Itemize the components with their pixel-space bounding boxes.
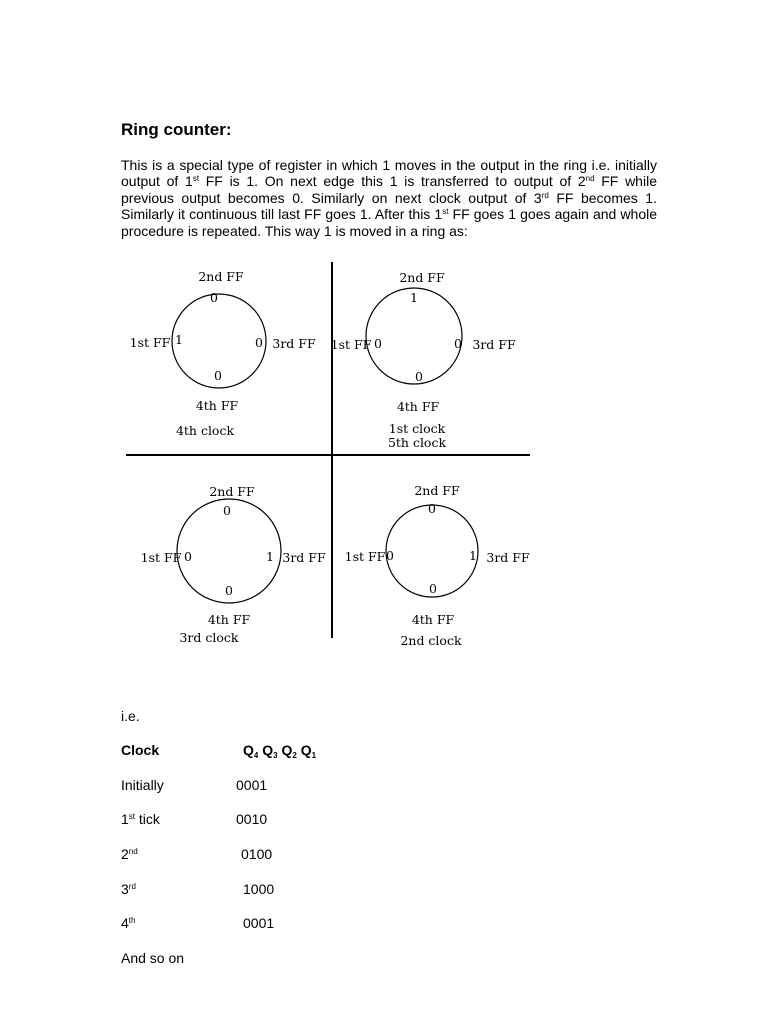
right-ff-value: 1	[469, 548, 477, 563]
top-ff-label: 2nd FF	[198, 269, 244, 284]
ie-label: i.e.	[121, 708, 140, 724]
table-row-value: 0001	[236, 777, 268, 793]
panel-2nd-clock	[345, 483, 530, 648]
panel-1st-clock	[331, 270, 516, 450]
top-ff-value: 0	[428, 501, 436, 516]
left-ff-value: 0	[386, 548, 394, 563]
table-row-value: 0001	[243, 915, 275, 931]
bottom-ff-label: 4th FF	[396, 399, 440, 414]
bottom-ff-label: 4th FF	[411, 612, 455, 627]
section-heading: Ring counter:	[121, 120, 232, 139]
bottom-ff-value: 0	[214, 368, 222, 383]
table-row-clock: 4th	[121, 915, 136, 931]
right-ff-label: 3rd FF	[472, 337, 516, 352]
right-ff-value: 1	[266, 549, 274, 564]
table-row-clock: 3rd	[121, 881, 136, 897]
left-ff-value: 0	[374, 336, 382, 351]
clock-caption: 3rd clock	[179, 630, 239, 645]
table-row-value: 0010	[236, 811, 268, 827]
left-ff-value: 1	[175, 332, 183, 347]
right-ff-value: 0	[454, 336, 462, 351]
top-ff-value: 1	[410, 290, 418, 305]
description-paragraph: This is a special type of register in which 1 moves in the output in the ring i.e. initially output of 1st FF is 1. On next edge this 1 is transferred to output of 2nd FF while previous output becomes 0. Similarly on next clock output of 3rd FF becomes 1. Similarly it continuous till last FF goes 1. After this 1st FF goes 1 goes again and whole procedure is repeated. This way 1 is moved in a ring as:	[121, 157, 657, 239]
right-ff-label: 3rd FF	[282, 550, 326, 565]
clock-caption-secondary: 5th clock	[387, 435, 447, 450]
left-ff-label: 1st FF	[344, 549, 386, 564]
panel-4th-clock	[130, 269, 316, 438]
top-ff-value: 0	[210, 290, 218, 305]
left-ff-label: 1st FF	[330, 337, 372, 352]
top-ff-label: 2nd FF	[209, 484, 255, 499]
bottom-ff-value: 0	[429, 581, 437, 596]
table-row-value: 1000	[243, 881, 275, 897]
table-row-clock: Initially	[121, 777, 164, 793]
bottom-ff-label: 4th FF	[195, 398, 239, 413]
bottom-ff-value: 0	[415, 369, 423, 384]
footer-text: And so on	[121, 950, 185, 966]
bottom-ff-label: 4th FF	[207, 612, 251, 627]
top-ff-label: 2nd FF	[399, 270, 445, 285]
table-header-clock: Clock	[121, 742, 160, 758]
table-row-clock: 1st tick	[121, 811, 160, 827]
left-ff-label: 1st FF	[140, 550, 182, 565]
right-ff-label: 3rd FF	[486, 550, 530, 565]
clock-caption: 1st clock	[388, 421, 446, 436]
top-ff-label: 2nd FF	[414, 483, 460, 498]
right-ff-value: 0	[255, 335, 263, 350]
clock-caption: 4th clock	[175, 423, 235, 438]
table-row-clock: 2nd	[121, 846, 138, 862]
clock-caption: 2nd clock	[400, 633, 462, 648]
left-ff-value: 0	[184, 549, 192, 564]
table-header-q-bits: $Q_4$ $Q_3$ $Q_2$ $Q_1$	[243, 742, 317, 760]
panel-3rd-clock	[141, 484, 326, 645]
bottom-ff-value: 0	[225, 583, 233, 598]
top-ff-value: 0	[223, 503, 231, 518]
table-row-value: 0100	[241, 846, 273, 862]
right-ff-label: 3rd FF	[272, 336, 316, 351]
left-ff-label: 1st FF	[129, 335, 171, 350]
